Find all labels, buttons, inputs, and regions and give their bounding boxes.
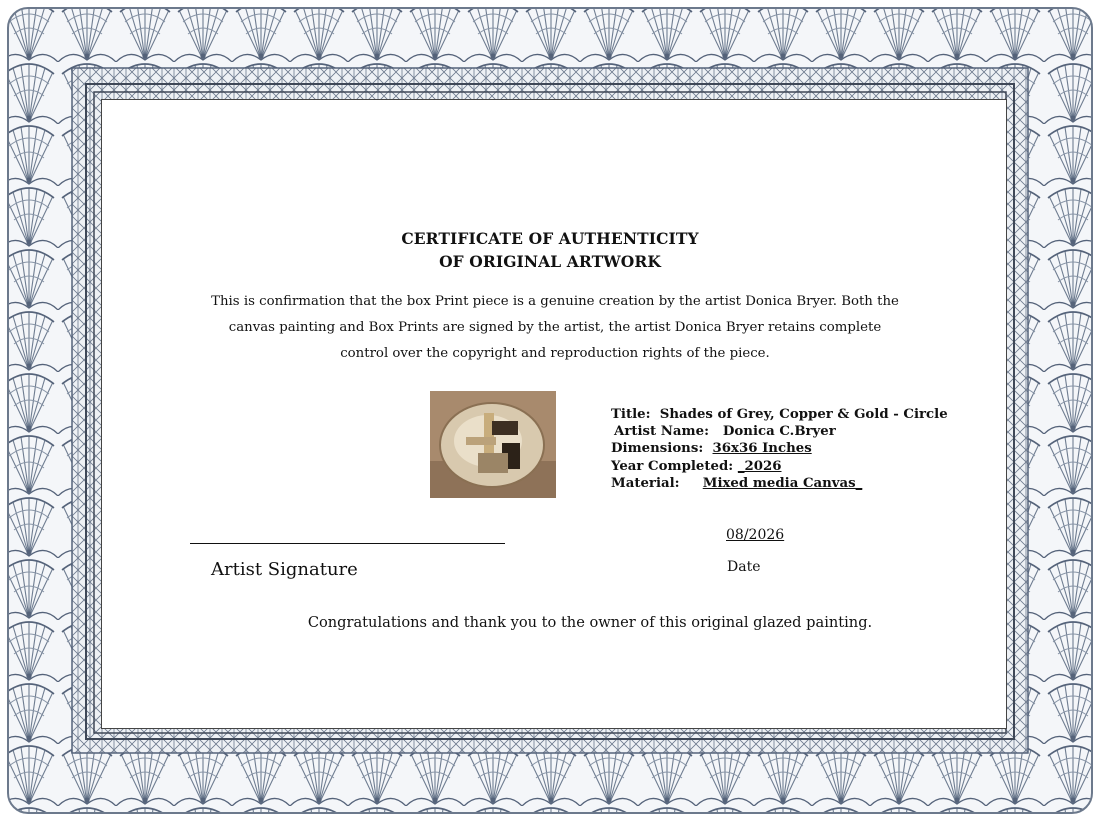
year-value: _2026 bbox=[737, 458, 782, 474]
intro-paragraph bbox=[200, 289, 910, 367]
signature-label: Artist Signature bbox=[211, 559, 358, 580]
date-value: 08/2026 bbox=[726, 527, 785, 543]
certificate-heading-line1: CERTIFICATE OF AUTHENTICITY bbox=[401, 229, 699, 248]
certificate-heading-line2: OF ORIGINAL ARTWORK bbox=[439, 252, 661, 271]
detail-material bbox=[611, 475, 948, 492]
intro-line: canvas painting and Box Prints are signed by the artist, the artist Donica Bryer retains complete bbox=[228, 320, 882, 335]
detail-title bbox=[611, 406, 948, 423]
artist-label: Artist Name: bbox=[614, 424, 709, 440]
signature-line bbox=[190, 543, 505, 544]
title-value: Shades of Grey, Copper & Gold - Circle bbox=[659, 407, 948, 422]
dimensions-label: Dimensions: bbox=[611, 441, 704, 457]
date-label: Date bbox=[727, 559, 761, 575]
material-label: Material: bbox=[611, 475, 680, 491]
material-value: Mixed media Canvas_ bbox=[702, 475, 863, 491]
year-label: Year Completed: bbox=[611, 458, 734, 474]
artwork-details bbox=[611, 406, 948, 492]
intro-line: control over the copyright and reproduction rights of the piece. bbox=[340, 346, 770, 361]
detail-dimensions bbox=[611, 440, 948, 457]
artwork-thumbnail bbox=[430, 391, 556, 498]
closing-message: Congratulations and thank you to the owner of this original glazed painting. bbox=[307, 614, 873, 631]
dimensions-value: 36x36 Inches bbox=[712, 441, 812, 457]
title-label: Title: bbox=[611, 407, 651, 422]
artist-value: Donica C.Bryer bbox=[722, 424, 836, 440]
detail-year bbox=[611, 458, 948, 475]
intro-line: This is confirmation that the box Print piece is a genuine creation by the artist Donica Bryer. Both the bbox=[211, 294, 899, 309]
detail-artist bbox=[611, 423, 948, 440]
